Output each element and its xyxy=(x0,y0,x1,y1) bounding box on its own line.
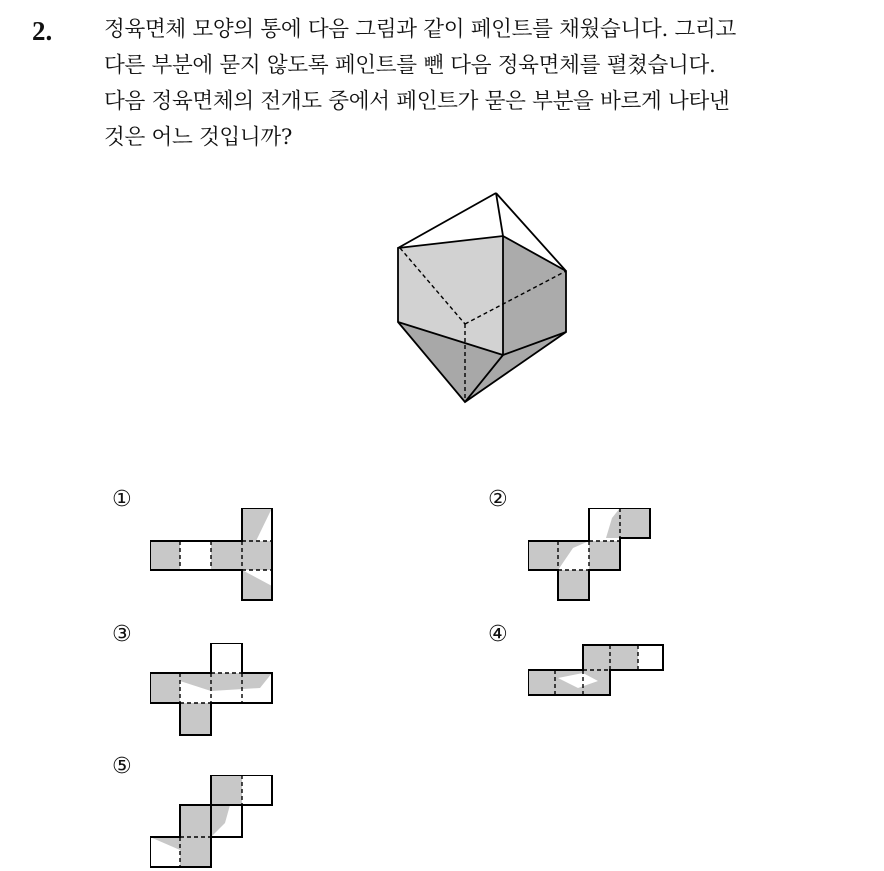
question-line: 다른 부분에 묻지 않도록 페인트를 뺀 다음 정육면체를 펼쳤습니다. xyxy=(104,53,716,78)
option-3-label: ③ xyxy=(112,622,132,647)
option-4-net[interactable] xyxy=(528,643,668,703)
question-line: 정육면체 모양의 통에 다음 그림과 같이 페인트를 채웠습니다. 그리고 xyxy=(104,17,736,42)
cube-figure xyxy=(380,185,580,410)
option-1-label: ① xyxy=(112,487,132,512)
question-line: 것은 어느 것입니까? xyxy=(104,125,293,150)
question-text xyxy=(104,12,874,156)
option-2-label: ② xyxy=(488,487,508,512)
option-5-net[interactable] xyxy=(150,775,275,870)
option-4-label: ④ xyxy=(488,622,508,647)
option-5-label: ⑤ xyxy=(112,754,132,779)
question-number: 2. xyxy=(32,16,53,46)
option-1-net[interactable] xyxy=(150,508,275,603)
question-line: 다음 정육면체의 전개도 중에서 페인트가 묻은 부분을 바르게 나타낸 xyxy=(104,89,730,114)
option-3-net[interactable] xyxy=(150,643,275,738)
option-2-net[interactable] xyxy=(528,508,653,603)
